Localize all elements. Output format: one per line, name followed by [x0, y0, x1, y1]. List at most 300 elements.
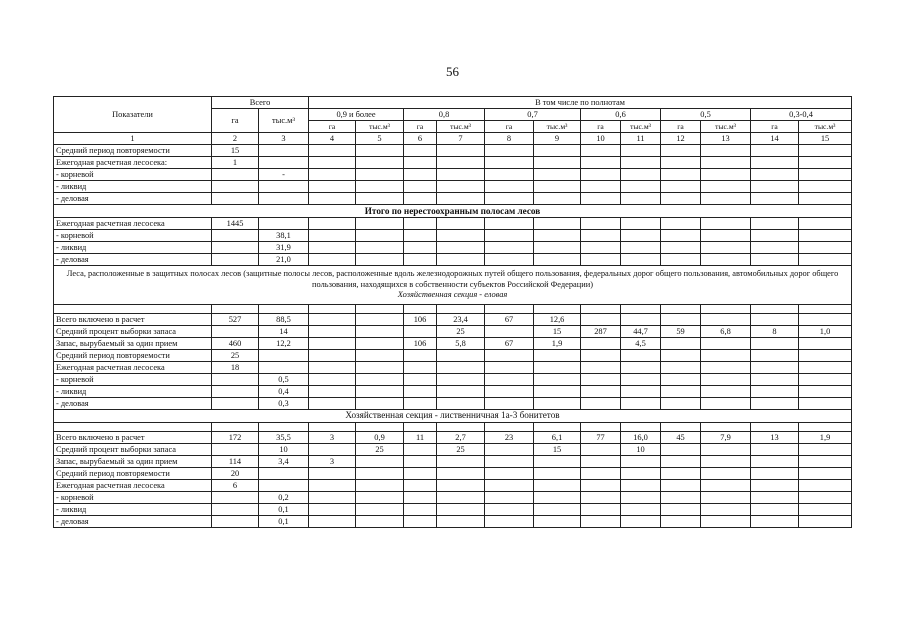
row-label: - корневой — [54, 230, 212, 242]
table-cell — [661, 254, 701, 266]
table-cell — [309, 242, 356, 254]
table-cell — [621, 313, 661, 325]
row-label: - ликвид — [54, 242, 212, 254]
table-cell: 0,1 — [259, 503, 309, 515]
table-cell — [621, 515, 661, 527]
table-cell — [309, 218, 356, 230]
table-cell — [437, 145, 485, 157]
table-cell — [404, 443, 437, 455]
table-cell: 20 — [212, 467, 259, 479]
table-cell — [437, 181, 485, 193]
table-cell — [621, 181, 661, 193]
table-cell — [621, 361, 661, 373]
table-cell: 13 — [751, 431, 799, 443]
table-cell: 21,0 — [259, 254, 309, 266]
row-label: Всего включено в расчет — [54, 313, 212, 325]
table-cell — [437, 455, 485, 467]
table-cell — [661, 349, 701, 361]
table-cell — [799, 515, 852, 527]
table-cell — [581, 157, 621, 169]
table-cell — [621, 373, 661, 385]
table-cell — [581, 313, 621, 325]
row-label: - ликвид — [54, 385, 212, 397]
table-cell — [356, 491, 404, 503]
table-cell — [661, 467, 701, 479]
table-cell — [621, 385, 661, 397]
table-cell — [437, 373, 485, 385]
table-cell — [437, 193, 485, 205]
table-row — [54, 145, 852, 157]
table-cell — [701, 455, 751, 467]
table-cell: 7,9 — [701, 431, 751, 443]
table-cell — [534, 242, 581, 254]
table-cell — [356, 218, 404, 230]
table-cell — [485, 325, 534, 337]
table-cell — [661, 422, 701, 431]
table-cell — [259, 479, 309, 491]
table-cell — [701, 422, 751, 431]
table-cell: 35,5 — [259, 431, 309, 443]
table-cell — [437, 218, 485, 230]
table-cell — [259, 467, 309, 479]
table-cell: 45 — [661, 431, 701, 443]
table-cell — [309, 491, 356, 503]
table-cell — [212, 397, 259, 409]
row-label: Средний процент выборки запаса — [54, 325, 212, 337]
table-cell — [259, 145, 309, 157]
table-row — [54, 443, 852, 455]
table-cell: 0,1 — [259, 515, 309, 527]
table-cell — [309, 361, 356, 373]
section-title: Хозяйственная секция - лиственничная 1а-3 бонитетов — [54, 409, 852, 422]
column-number: 12 — [661, 133, 701, 145]
table-cell — [485, 455, 534, 467]
table-cell — [661, 479, 701, 491]
header-unit-ha: га — [485, 121, 534, 133]
table-cell — [356, 422, 404, 431]
table-row — [54, 515, 852, 527]
row-label: Всего включено в расчет — [54, 431, 212, 443]
table-cell: 16,0 — [621, 431, 661, 443]
table-cell — [534, 230, 581, 242]
table-cell — [356, 313, 404, 325]
table-cell — [437, 397, 485, 409]
table-cell — [581, 361, 621, 373]
table-cell — [356, 373, 404, 385]
table-cell: 2,7 — [437, 431, 485, 443]
table-cell — [437, 254, 485, 266]
table-cell — [404, 169, 437, 181]
column-number: 7 — [437, 133, 485, 145]
table-header — [54, 97, 852, 145]
table-cell: 0,4 — [259, 385, 309, 397]
table-cell — [404, 304, 437, 313]
table-cell — [356, 304, 404, 313]
table-cell — [799, 455, 852, 467]
table-cell: 1,9 — [534, 337, 581, 349]
table-cell — [799, 169, 852, 181]
table-cell — [799, 304, 852, 313]
table-cell — [437, 467, 485, 479]
table-cell — [751, 515, 799, 527]
column-number-row — [54, 133, 852, 145]
table-cell — [309, 422, 356, 431]
table-cell — [437, 157, 485, 169]
table-cell: 15 — [534, 325, 581, 337]
table-cell: 11 — [404, 431, 437, 443]
row-label — [54, 304, 212, 313]
table-cell: 88,5 — [259, 313, 309, 325]
table-cell — [356, 479, 404, 491]
table-cell: 1,9 — [799, 431, 852, 443]
table-cell — [621, 230, 661, 242]
table-cell — [485, 491, 534, 503]
table-cell: 77 — [581, 431, 621, 443]
table-row — [54, 349, 852, 361]
table-cell — [701, 218, 751, 230]
table-cell — [581, 443, 621, 455]
table-cell — [356, 455, 404, 467]
table-cell: 4,5 — [621, 337, 661, 349]
table-cell — [309, 254, 356, 266]
table-cell — [356, 145, 404, 157]
table-cell — [356, 349, 404, 361]
table-cell — [701, 503, 751, 515]
table-cell — [534, 397, 581, 409]
table-cell — [751, 254, 799, 266]
table-cell — [701, 467, 751, 479]
table-cell — [661, 193, 701, 205]
table-cell: 106 — [404, 313, 437, 325]
table-cell — [404, 361, 437, 373]
table-cell — [581, 193, 621, 205]
table-cell — [404, 145, 437, 157]
table-cell — [437, 515, 485, 527]
table-cell — [581, 491, 621, 503]
table-cell — [751, 218, 799, 230]
table-cell — [701, 361, 751, 373]
header-total-ha: га — [212, 109, 259, 133]
table-cell — [404, 230, 437, 242]
table-cell — [259, 193, 309, 205]
table-cell — [212, 242, 259, 254]
header-unit-volume: тыс.м³ — [437, 121, 485, 133]
table-cell — [621, 467, 661, 479]
table-cell: 38,1 — [259, 230, 309, 242]
row-label: - деловая — [54, 193, 212, 205]
header-total: Всего — [212, 97, 309, 109]
table-cell — [661, 230, 701, 242]
table-cell — [485, 230, 534, 242]
table-row — [54, 422, 852, 431]
table-cell — [661, 491, 701, 503]
table-cell: 67 — [485, 337, 534, 349]
table-cell — [534, 467, 581, 479]
table-cell — [356, 515, 404, 527]
table-cell — [534, 181, 581, 193]
table-cell — [581, 337, 621, 349]
table-row — [54, 181, 852, 193]
table-cell — [581, 422, 621, 431]
table-cell — [661, 443, 701, 455]
row-label: - корневой — [54, 491, 212, 503]
table-cell — [534, 361, 581, 373]
table-cell — [534, 491, 581, 503]
row-label: - корневой — [54, 169, 212, 181]
table-cell — [259, 304, 309, 313]
section-description — [54, 266, 852, 305]
table-row — [54, 455, 852, 467]
column-number: 9 — [534, 133, 581, 145]
header-density-group: 0,3-0,4 — [751, 109, 852, 121]
table-cell — [534, 385, 581, 397]
row-label: Средний период повторяемости — [54, 349, 212, 361]
table-cell: 25 — [356, 443, 404, 455]
table-cell — [581, 230, 621, 242]
table-cell — [701, 157, 751, 169]
table-cell — [751, 503, 799, 515]
table-cell — [581, 467, 621, 479]
table-cell — [309, 313, 356, 325]
table-cell — [581, 373, 621, 385]
table-cell — [621, 422, 661, 431]
table-cell: 67 — [485, 313, 534, 325]
table-cell — [799, 397, 852, 409]
table-cell — [751, 313, 799, 325]
table-cell — [356, 337, 404, 349]
table-cell: 25 — [437, 325, 485, 337]
header-unit-volume: тыс.м³ — [356, 121, 404, 133]
table-cell — [799, 373, 852, 385]
table-cell — [799, 242, 852, 254]
row-label: - деловая — [54, 254, 212, 266]
table-cell — [534, 515, 581, 527]
table-cell — [701, 145, 751, 157]
table-cell — [621, 503, 661, 515]
table-cell: 287 — [581, 325, 621, 337]
column-number: 3 — [259, 133, 309, 145]
table-cell — [356, 157, 404, 169]
table-cell: 25 — [212, 349, 259, 361]
table-cell: 6,1 — [534, 431, 581, 443]
table-cell — [356, 503, 404, 515]
table-cell — [485, 193, 534, 205]
table-cell — [212, 254, 259, 266]
table-cell — [701, 230, 751, 242]
table-row — [54, 373, 852, 385]
table-cell — [621, 254, 661, 266]
table-cell — [212, 373, 259, 385]
table-cell — [404, 193, 437, 205]
header-unit-ha: га — [404, 121, 437, 133]
table-cell — [751, 349, 799, 361]
row-label: - ликвид — [54, 503, 212, 515]
table-cell — [581, 169, 621, 181]
table-cell — [534, 218, 581, 230]
table-cell — [799, 193, 852, 205]
table-cell: 106 — [404, 337, 437, 349]
table-cell — [356, 193, 404, 205]
row-label: Ежегодная расчетная лесосека — [54, 361, 212, 373]
table-cell — [404, 254, 437, 266]
row-label: Ежегодная расчетная лесосека: — [54, 157, 212, 169]
table-cell: 31,9 — [259, 242, 309, 254]
section-title-row — [54, 266, 852, 305]
table-cell — [661, 145, 701, 157]
table-row — [54, 325, 852, 337]
table-cell — [621, 397, 661, 409]
header-unit-volume: тыс.м³ — [799, 121, 852, 133]
table-cell — [799, 157, 852, 169]
table-cell: 0,9 — [356, 431, 404, 443]
table-cell: 172 — [212, 431, 259, 443]
table-cell — [212, 385, 259, 397]
table-cell: 8 — [751, 325, 799, 337]
row-label: - деловая — [54, 515, 212, 527]
table-cell — [534, 349, 581, 361]
header-unit-ha: га — [309, 121, 356, 133]
table-cell — [751, 397, 799, 409]
table-cell — [404, 467, 437, 479]
table-row — [54, 304, 852, 313]
row-label: - ликвид — [54, 181, 212, 193]
table-cell — [581, 397, 621, 409]
table-cell — [661, 242, 701, 254]
table-cell — [309, 145, 356, 157]
header-unit-ha: га — [751, 121, 799, 133]
table-cell — [701, 313, 751, 325]
table-cell — [309, 157, 356, 169]
table-cell — [485, 373, 534, 385]
table-cell — [534, 422, 581, 431]
table-cell — [259, 157, 309, 169]
table-cell — [437, 385, 485, 397]
table-cell — [212, 325, 259, 337]
table-cell — [661, 385, 701, 397]
table-cell — [259, 422, 309, 431]
table-cell — [661, 361, 701, 373]
table-cell — [751, 157, 799, 169]
table-cell — [485, 157, 534, 169]
table-cell — [701, 515, 751, 527]
table-cell — [621, 455, 661, 467]
table-cell — [404, 181, 437, 193]
row-label: Средний период повторяемости — [54, 145, 212, 157]
table-cell — [212, 443, 259, 455]
table-cell — [356, 169, 404, 181]
table-cell — [581, 304, 621, 313]
table-cell — [437, 242, 485, 254]
table-cell — [581, 254, 621, 266]
header-unit-volume: тыс.м³ — [701, 121, 751, 133]
table-cell — [581, 218, 621, 230]
table-cell — [309, 349, 356, 361]
table-cell — [404, 157, 437, 169]
table-cell — [212, 304, 259, 313]
table-cell — [661, 337, 701, 349]
table-cell — [661, 515, 701, 527]
table-row — [54, 193, 852, 205]
table-cell: 0,5 — [259, 373, 309, 385]
header-unit-ha: га — [661, 121, 701, 133]
table-cell — [799, 443, 852, 455]
table-cell — [309, 193, 356, 205]
section-title-row — [54, 205, 852, 218]
table-cell — [751, 242, 799, 254]
table-cell — [621, 304, 661, 313]
table-cell — [581, 479, 621, 491]
table-cell — [485, 385, 534, 397]
header-density-group: 0,5 — [661, 109, 751, 121]
column-number: 11 — [621, 133, 661, 145]
table-cell — [212, 193, 259, 205]
table-row — [54, 337, 852, 349]
table-body — [54, 145, 852, 528]
table-cell — [701, 304, 751, 313]
table-cell — [485, 349, 534, 361]
table-cell — [621, 218, 661, 230]
table-cell — [404, 422, 437, 431]
table-cell — [751, 422, 799, 431]
column-number: 13 — [701, 133, 751, 145]
table-cell — [799, 313, 852, 325]
table-cell — [534, 503, 581, 515]
table-cell — [751, 455, 799, 467]
table-cell — [404, 455, 437, 467]
table-cell: 10 — [621, 443, 661, 455]
column-number: 14 — [751, 133, 799, 145]
column-number: 6 — [404, 133, 437, 145]
table-cell — [534, 169, 581, 181]
table-cell — [751, 373, 799, 385]
table-row — [54, 218, 852, 230]
table-cell — [485, 443, 534, 455]
table-row — [54, 491, 852, 503]
table-cell: 0,2 — [259, 491, 309, 503]
table-cell — [356, 230, 404, 242]
table-cell — [534, 193, 581, 205]
table-cell — [581, 242, 621, 254]
table-cell — [309, 503, 356, 515]
table-cell — [799, 145, 852, 157]
table-cell — [485, 181, 534, 193]
table-row — [54, 431, 852, 443]
table-row — [54, 385, 852, 397]
row-label: Запас, вырубаемый за один прием — [54, 455, 212, 467]
table-cell — [485, 467, 534, 479]
table-cell — [259, 361, 309, 373]
table-cell — [751, 491, 799, 503]
table-cell: 3 — [309, 431, 356, 443]
table-cell — [751, 467, 799, 479]
table-cell — [799, 422, 852, 431]
table-cell — [751, 169, 799, 181]
table-cell — [701, 397, 751, 409]
table-cell — [701, 181, 751, 193]
table-cell: 59 — [661, 325, 701, 337]
table-cell — [581, 349, 621, 361]
table-cell — [437, 479, 485, 491]
table-cell — [799, 503, 852, 515]
row-label: Ежегодная расчетная лесосека — [54, 479, 212, 491]
table-cell — [751, 304, 799, 313]
header-total-volume: тыс.м³ — [259, 109, 309, 133]
table-cell — [485, 479, 534, 491]
table-cell: 15 — [534, 443, 581, 455]
table-cell — [751, 479, 799, 491]
table-cell: - — [259, 169, 309, 181]
column-number: 5 — [356, 133, 404, 145]
